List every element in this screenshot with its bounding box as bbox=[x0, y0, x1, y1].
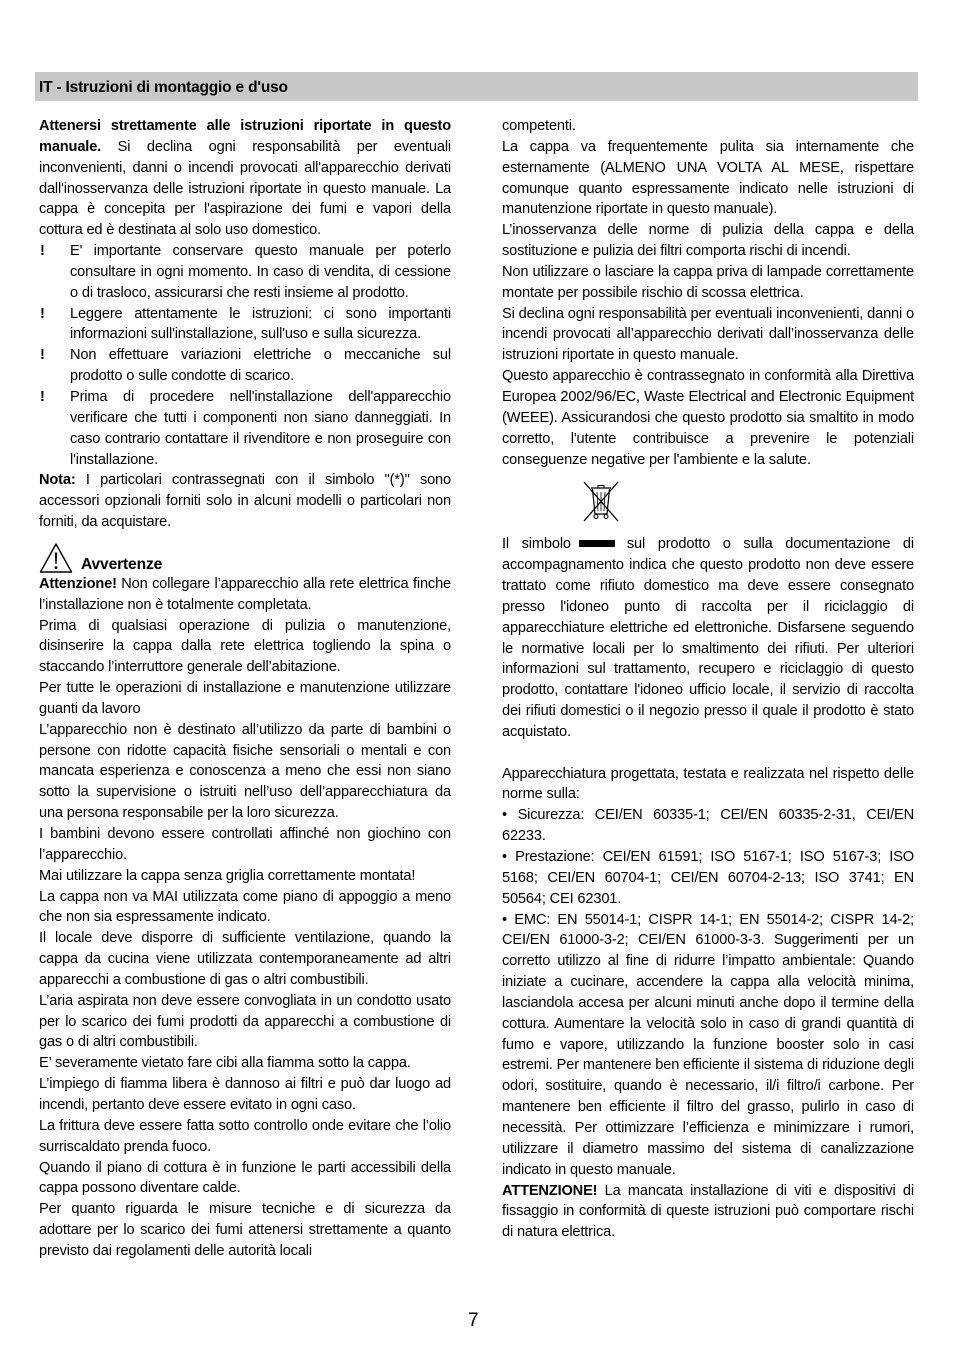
left-paragraph: L’aria aspirata non deve essere convogliata in un condotto usato per lo scarico dei fumi prodotti da apparecchi a combustione di gas o di altri combustibili. bbox=[39, 992, 451, 1051]
final-warning-paragraph bbox=[502, 1181, 914, 1244]
page-number: 7 bbox=[468, 1310, 479, 1331]
left-paragraph: L’apparecchio non è destinato all’utilizzo da parte di bambini o persone con ridotte capacità fisiche sensoriali o mentali e con mancata esperienza e conoscenza a meno che essi non siano sotto la supervisione o istruiti nell’uso dell’apparecchiatura da una persona responsabile per la loro sicurezza. bbox=[39, 721, 451, 822]
intro-bold: Attenersi strettamente alle istruzioni riportate in questo manuale. bbox=[39, 118, 451, 155]
intro-rest: Si declina ogni responsabilità per eventuali inconvenienti, danni o incendi provocati all'apparecchio derivati dall'inosservanza delle istruzioni riportate in questo manuale. La cappa è concepita per l'aspirazione dei fumi e vapori della cottura ed è destinata al solo uso domestico. bbox=[39, 138, 451, 239]
section-title: IT - Istruzioni di montaggio e d'uso bbox=[39, 79, 288, 96]
attention-label: Attenzione! bbox=[39, 575, 117, 592]
left-paragraph: Per quanto riguarda le misure tecniche e di sicurezza da adottare per lo scarico dei fumi attenersi strettamente a quanto previsto dai regolamenti delle autorità locali bbox=[39, 1201, 451, 1259]
bullet-text: Prima di procedere nell'installazione dell'apparecchio verificare che tutti i componenti non siano danneggiati. In caso contrario contattare il rivenditore e non proseguire con l'installazione. bbox=[70, 388, 451, 468]
final-text: La mancata installazione di viti e dispositivi di fissaggio in conformità di queste istruzioni può comportare rischi di natura elettrica. bbox=[502, 1182, 914, 1241]
note-paragraph bbox=[39, 470, 451, 533]
bullet-text: E' importante conservare questo manuale per poterlo consultare in ogni momento. In caso di vendita, di cessione o di trasloco, assicurarsi che resti insieme al prodotto. bbox=[70, 243, 451, 301]
exclamation-mark: ! bbox=[40, 305, 45, 322]
warning-triangle-icon bbox=[39, 542, 73, 574]
left-paragraph: Il locale deve disporre di sufficiente ventilazione, quando la cappa da cucina viene utilizzata contemporaneamente ad altri apparecchi a combustione di gas o altri combustibili. bbox=[39, 930, 451, 988]
right-paragraph: competenti. bbox=[502, 118, 576, 134]
left-paragraph: Quando il piano di cottura è in funzione le parti accessibili della cappa possono diventare calde. bbox=[39, 1159, 451, 1197]
crossed-bin-icon bbox=[578, 478, 624, 524]
right-paragraph: Questo apparecchio è contrassegnato in conformità alla Direttiva Europea 2002/96/EC, Waste Electrical and Electronic Equipment (WEEE). Assicurandosi che questo prodotto sia smaltito in modo corretto, l'utente contribuisce a prevenire le potenziali conseguenze negative per l'ambiente e la salute. bbox=[502, 368, 914, 468]
left-column bbox=[39, 116, 451, 1262]
intro-paragraph bbox=[39, 116, 451, 241]
left-paragraph: Mai utilizzare la cappa senza griglia correttamente montata! bbox=[39, 867, 416, 884]
bullet-text: Leggere attentamente le istruzioni: ci sono importanti informazioni sull'installazione, sull'uso e sulla sicurezza. bbox=[70, 305, 451, 343]
note-text: I particolari contrassegnati con il simbolo "(*)" sono accessori opzionali forniti solo in alcuni modelli o particolari non forniti, da acquistare. bbox=[39, 472, 451, 531]
norms-item: • EMC: EN 55014-1; CISPR 14-1; EN 55014-2; CISPR 14-2; CEI/EN 61000-3-2; CEI/EN 61000-3-3. Suggerimenti per un corretto utilizzo al fine di ridurre l’impatto ambientale: Quando iniziate a cucinare, accendere la cappa alla velocità minima, lasciandola accesa per alcuni minuti anche dopo il termine della cottura. Aumentare la velocità solo in caso di grandi quantità di fumo e vapore, utilizzando la funzione booster solo in casi estremi. Per mantenere ben efficiente il sistema di riduzione degli odori, sostituire, quando è necessario, il/i filtro/i carbone. Per mantenere ben efficiente il filtro del grasso, pulirlo in caso di necessità. Per ottimizzare l’efficienza e minimizzare i rumori, utilizzare il diametro massimo del sistema di canalizzazione indicato in questo manuale. bbox=[502, 911, 914, 1178]
exclamation-mark: ! bbox=[40, 388, 45, 405]
blank-line bbox=[502, 743, 914, 764]
bullet-item bbox=[39, 387, 451, 470]
weee-symbol-area bbox=[502, 470, 914, 534]
right-paragraph: L’inosservanza delle norme di pulizia della cappa e della sostituzione e pulizia dei filtri comporta rischi di incendi. bbox=[502, 222, 914, 260]
norms-item: • Prestazione: CEI/EN 61591; ISO 5167-1; ISO 5167-3; ISO 5168; CEI/EN 60704-1; CEI/EN 60704-2-13; ISO 3741; EN 50564; CEI 62301. bbox=[502, 849, 914, 907]
bullet-item bbox=[39, 304, 451, 346]
note-label: Nota: bbox=[39, 472, 76, 489]
exclamation-mark: ! bbox=[40, 347, 45, 364]
warning-heading bbox=[39, 541, 451, 574]
right-paragraph: Non utilizzare o lasciare la cappa priva di lampade correttamente montate per possibile rischio di scossa elettrica. bbox=[502, 263, 914, 301]
warning-title: Avvertenze bbox=[81, 555, 163, 573]
left-paragraph: La frittura deve essere fatta sotto controllo onde evitare che l’olio surriscaldato prenda fuoco. bbox=[39, 1117, 451, 1155]
left-paragraph: L’impiego di fiamma libera è dannoso ai filtri e può dar luogo ad incendi, pertanto deve essere evitato in ogni caso. bbox=[39, 1076, 451, 1113]
left-paragraph: E’ severamente vietato fare cibi alla fiamma sotto la cappa. bbox=[39, 1055, 411, 1072]
right-paragraph: Si declina ogni responsabilità per eventuali inconvenienti, danni o incendi provocati all’apparecchio derivati dall’inosservanza delle istruzioni riportate in questo manuale. bbox=[502, 305, 914, 364]
norms-item: • Sicurezza: CEI/EN 60335-1; CEI/EN 60335-2-31, CEI/EN 62233. bbox=[502, 807, 914, 845]
bullet-item bbox=[39, 345, 451, 387]
norms-intro: Apparecchiatura progettata, testata e realizzata nel rispetto delle norme sulla: bbox=[502, 765, 914, 803]
final-label: ATTENZIONE! bbox=[502, 1182, 598, 1199]
weee-symbol-paragraph bbox=[502, 534, 914, 742]
symbol-prefix: Il simbolo bbox=[502, 536, 571, 553]
right-column bbox=[502, 116, 914, 1243]
bullet-text: Non effettuare variazioni elettriche o meccaniche sul prodotto o sulle condotte di scarico. bbox=[70, 347, 451, 385]
left-paragraph: Per tutte le operazioni di installazione e manutenzione utilizzare guanti da lavoro bbox=[39, 680, 451, 717]
bullet-item bbox=[39, 241, 451, 304]
attention-text: Non collegare l’apparecchio alla rete elettrica finche l’installazione non è totalmente completata. bbox=[39, 575, 451, 613]
left-paragraph: I bambini devono essere controllati affinché non giochino con l’apparecchio. bbox=[39, 826, 451, 863]
symbol-text: sul prodotto o sulla documentazione di accompagnamento indica che questo prodotto non deve essere trattato come rifiuto domestico ma deve essere consegnato presso l'idoneo punto di raccolta per il riciclaggio di apparecchiature elettriche ed elettroniche. Disfarsene seguendo le normative locali per lo smaltimento dei rifiuti. Per ulteriori informazioni sul trattamento, recupero e riciclaggio di questo prodotto, contattare l'idoneo ufficio locale, il servizio di raccolta dei rifiuti domestici o il negozio presso il quale il prodotto è stato acquistato. bbox=[502, 536, 914, 740]
attention-paragraph bbox=[39, 574, 451, 616]
left-paragraph: Prima di qualsiasi operazione di pulizia o manutenzione, disinserire la cappa dalla rete elettrica togliendo la spina o staccando l’interruttore generale dell’abitazione. bbox=[39, 617, 451, 676]
right-paragraph: La cappa va frequentemente pulita sia internamente che esternamente (ALMENO UNA VOLTA AL MESE, rispettare comunque quanto espressamente indicato nelle istruzioni di manutenzione riportate in questo manuale). bbox=[502, 138, 914, 218]
section-header-bar bbox=[35, 72, 918, 101]
exclamation-mark: ! bbox=[40, 243, 45, 260]
left-paragraph: La cappa non va MAI utilizzata come piano di appoggio a meno che non sia espressamente indicato. bbox=[39, 888, 451, 926]
weee-bar-icon bbox=[579, 540, 615, 547]
